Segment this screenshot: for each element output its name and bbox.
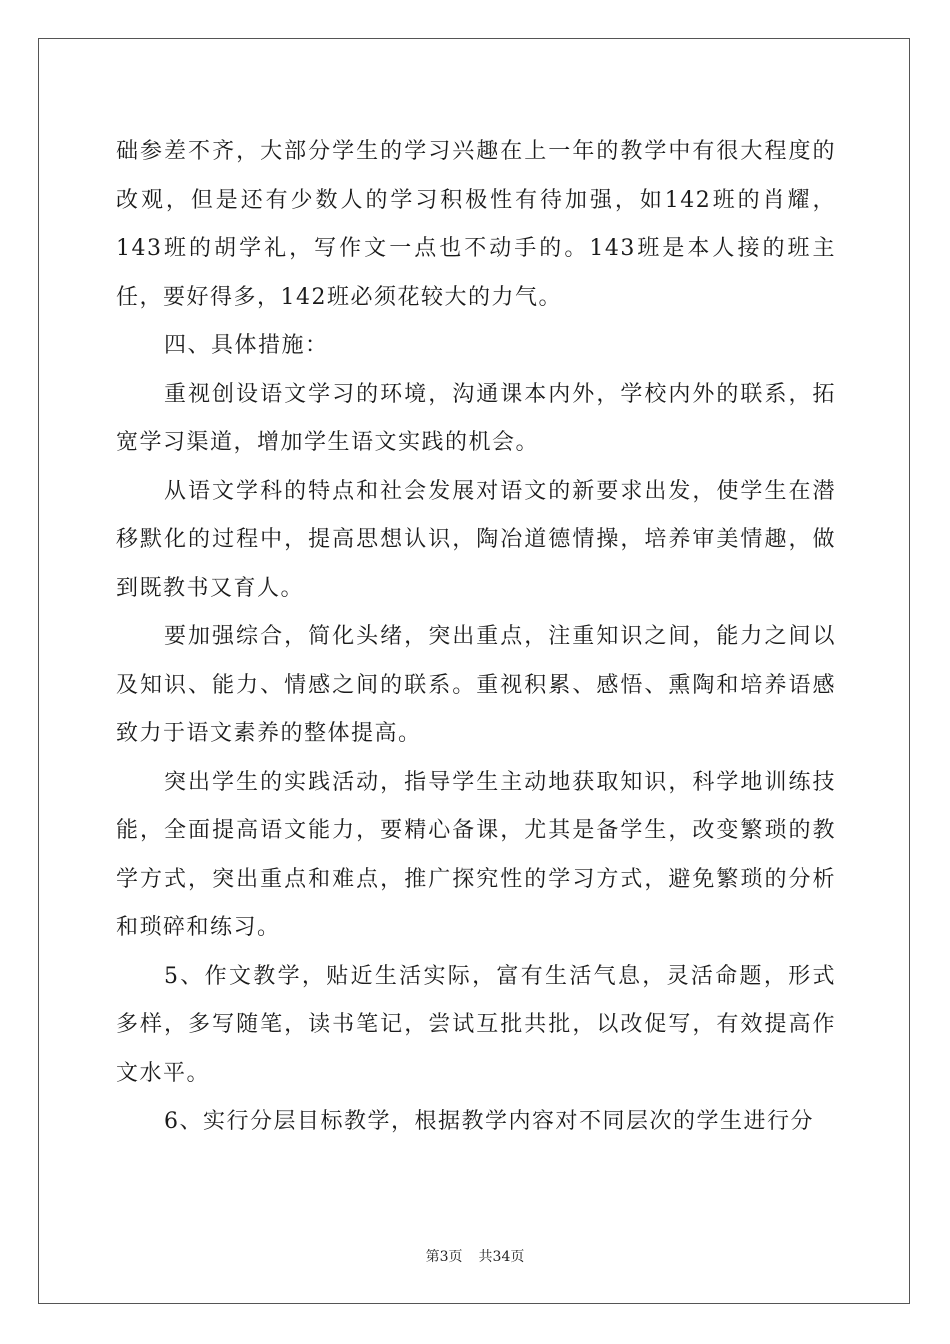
paragraph-2-heading: 四、具体措施： xyxy=(164,333,329,358)
paragraph-7: 5、作文教学，贴近生活实际，富有生活气息，灵活命题，形式多样，多写随笔，读书笔记，尝试互批共批，以改促写，有效提高作文水平。 xyxy=(116,963,836,1086)
paragraph-1: 础参差不齐，大部分学生的学习兴趣在上一年的教学中有很大程度的改观，但是还有少数人的学习积极性有待加强，如142班的肖耀，143班的胡学礼，写作文一点也不动手的。143班是本人接的班主任，要好得多，142班必须花较大的力气。 xyxy=(116,139,836,310)
paragraph-3: 重视创设语文学习的环境，沟通课本内外，学校内外的联系，拓宽学习渠道，增加学生语文实践的机会。 xyxy=(116,381,836,455)
page-number: 第3页 xyxy=(425,1249,463,1265)
paragraph-5: 要加强综合，简化头绪，突出重点，注重知识之间，能力之间以及知识、能力、情感之间的联系。重视积累、感悟、熏陶和培养语感致力于语文素养的整体提高。 xyxy=(116,624,836,746)
page-footer xyxy=(0,1246,950,1266)
page-total: 共34页 xyxy=(478,1249,525,1265)
document-body xyxy=(116,128,836,1147)
paragraph-8: 6、实行分层目标教学，根据教学内容对不同层次的学生进行分 xyxy=(164,1109,814,1134)
paragraph-6: 突出学生的实践活动，指导学生主动地获取知识，科学地训练技能，全面提高语文能力，要精心备课，尤其是备学生，改变繁琐的教学方式，突出重点和难点，推广探究性的学习方式，避免繁琐的分析和琐碎和练习。 xyxy=(116,769,836,940)
paragraph-4: 从语文学科的特点和社会发展对语文的新要求出发，使学生在潜移默化的过程中，提高思想认识，陶冶道德情操，培养审美情趣，做到既教书又育人。 xyxy=(116,478,836,601)
